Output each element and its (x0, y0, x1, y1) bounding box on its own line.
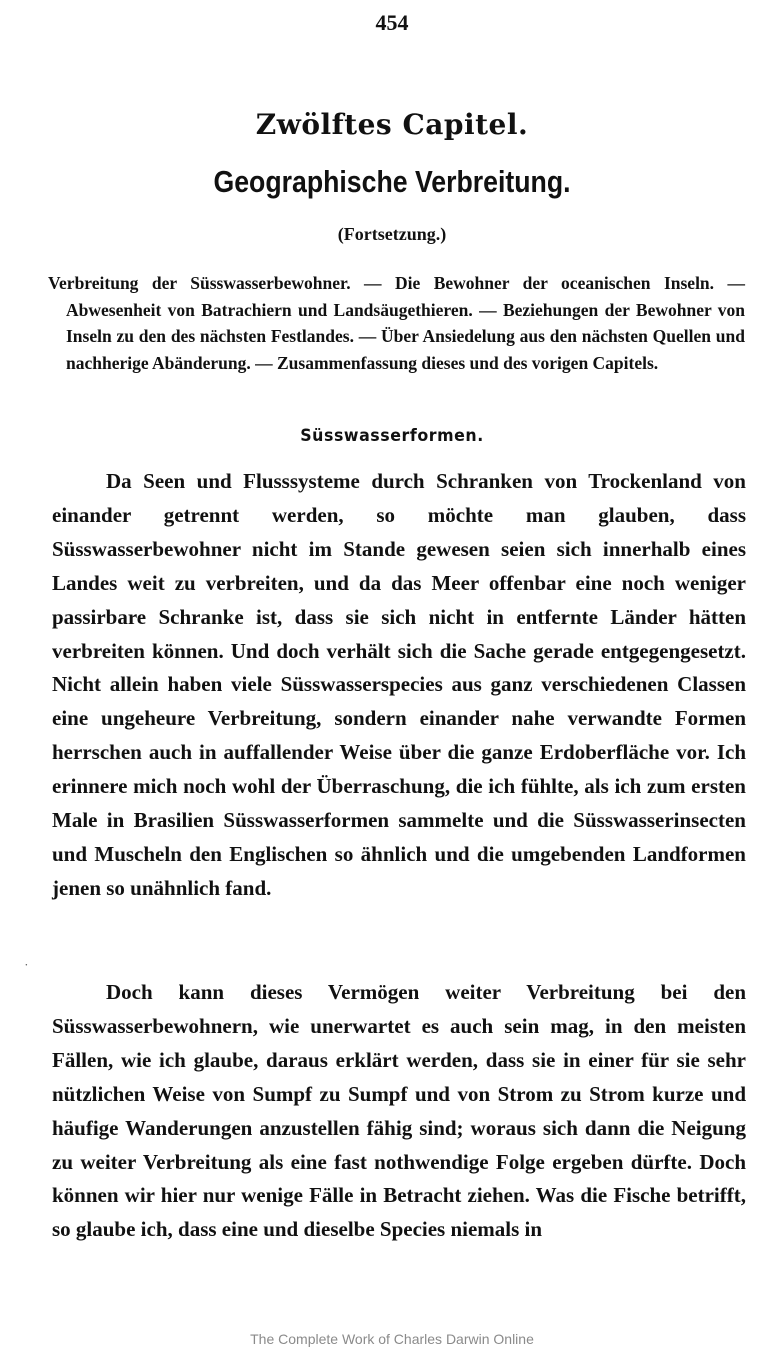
section-heading: Süsswasserformen. (300, 426, 484, 446)
body-paragraph-2: Doch kann dieses Vermögen weiter Verbreitung bei den Süsswasserbewohnern, wie unerwartet es auch sein mag, in den meisten Fällen, wie ich glaube, daraus erklärt werden, dass sie in einer für sie sehr nützlichen Weise von Sumpf zu Sumpf und von Strom zu Strom kurze und häufige Wanderungen anzustellen fähig sind; woraus sich dann die Neigung zu weiter Verbreitung als eine fast nothwendige Folge ergeben dürfte. Doch können wir hier nur wenige Fälle in Betracht ziehen. Was die Fische betrifft, so glaube ich, dass eine und dieselbe Species niemals in (52, 980, 746, 1242)
subtitle: (Fortsetzung.) (337, 224, 447, 244)
chapter-title: Zwölftes Capitel. (255, 108, 529, 141)
main-title: Geographische Verbreitung. (213, 164, 571, 199)
chapter-summary: Verbreitung der Süsswasserbewohner. — Die Bewohner der oceanischen Inseln. — Abwesenheit von Batrachiern und Landsäugethieren. — Beziehungen der Bewohner von Inseln zu den des nächsten Festlandes. — Über Ansiedelung aus den nächsten Quellen und nachherige Abänderung. — Zusammenfassung dieses und des vorigen Capitels. (48, 273, 745, 373)
body-paragraph-1: Da Seen und Flusssysteme durch Schranken von Trockenland von einander getrennt werden, so möchte man glauben, dass Süsswasserbewohner nicht im Stande gewesen seien sich innerhalb eines Landes weit zu verbreiten, und da das Meer offenbar eine noch weniger passirbare Schranke ist, dass sie sich nicht in entfernte Länder hätten verbreiten können. Und doch verhält sich die Sache gerade entgegengesetzt. Nicht allein haben viele Süsswasserspecies aus ganz verschiedenen Classen eine ungeheure Verbreitung, sondern einander nahe verwandte Formen herrschen auch in auffallender Weise über die ganze Erdoberfläche vor. Ich erinnere mich noch wohl der Überraschung, die ich fühlte, als ich zum ersten Male in Brasilien Süsswasserformen sammelte und die Süsswasserinsecten und Muscheln den Englischen so ähnlich und die umgebenden Landformen jenen so unähnlich fand. (52, 469, 746, 900)
page-number: 454 (375, 10, 409, 35)
footer-credit: The Complete Work of Charles Darwin Online (250, 1331, 534, 1347)
stray-mark: ˙ (24, 962, 29, 977)
